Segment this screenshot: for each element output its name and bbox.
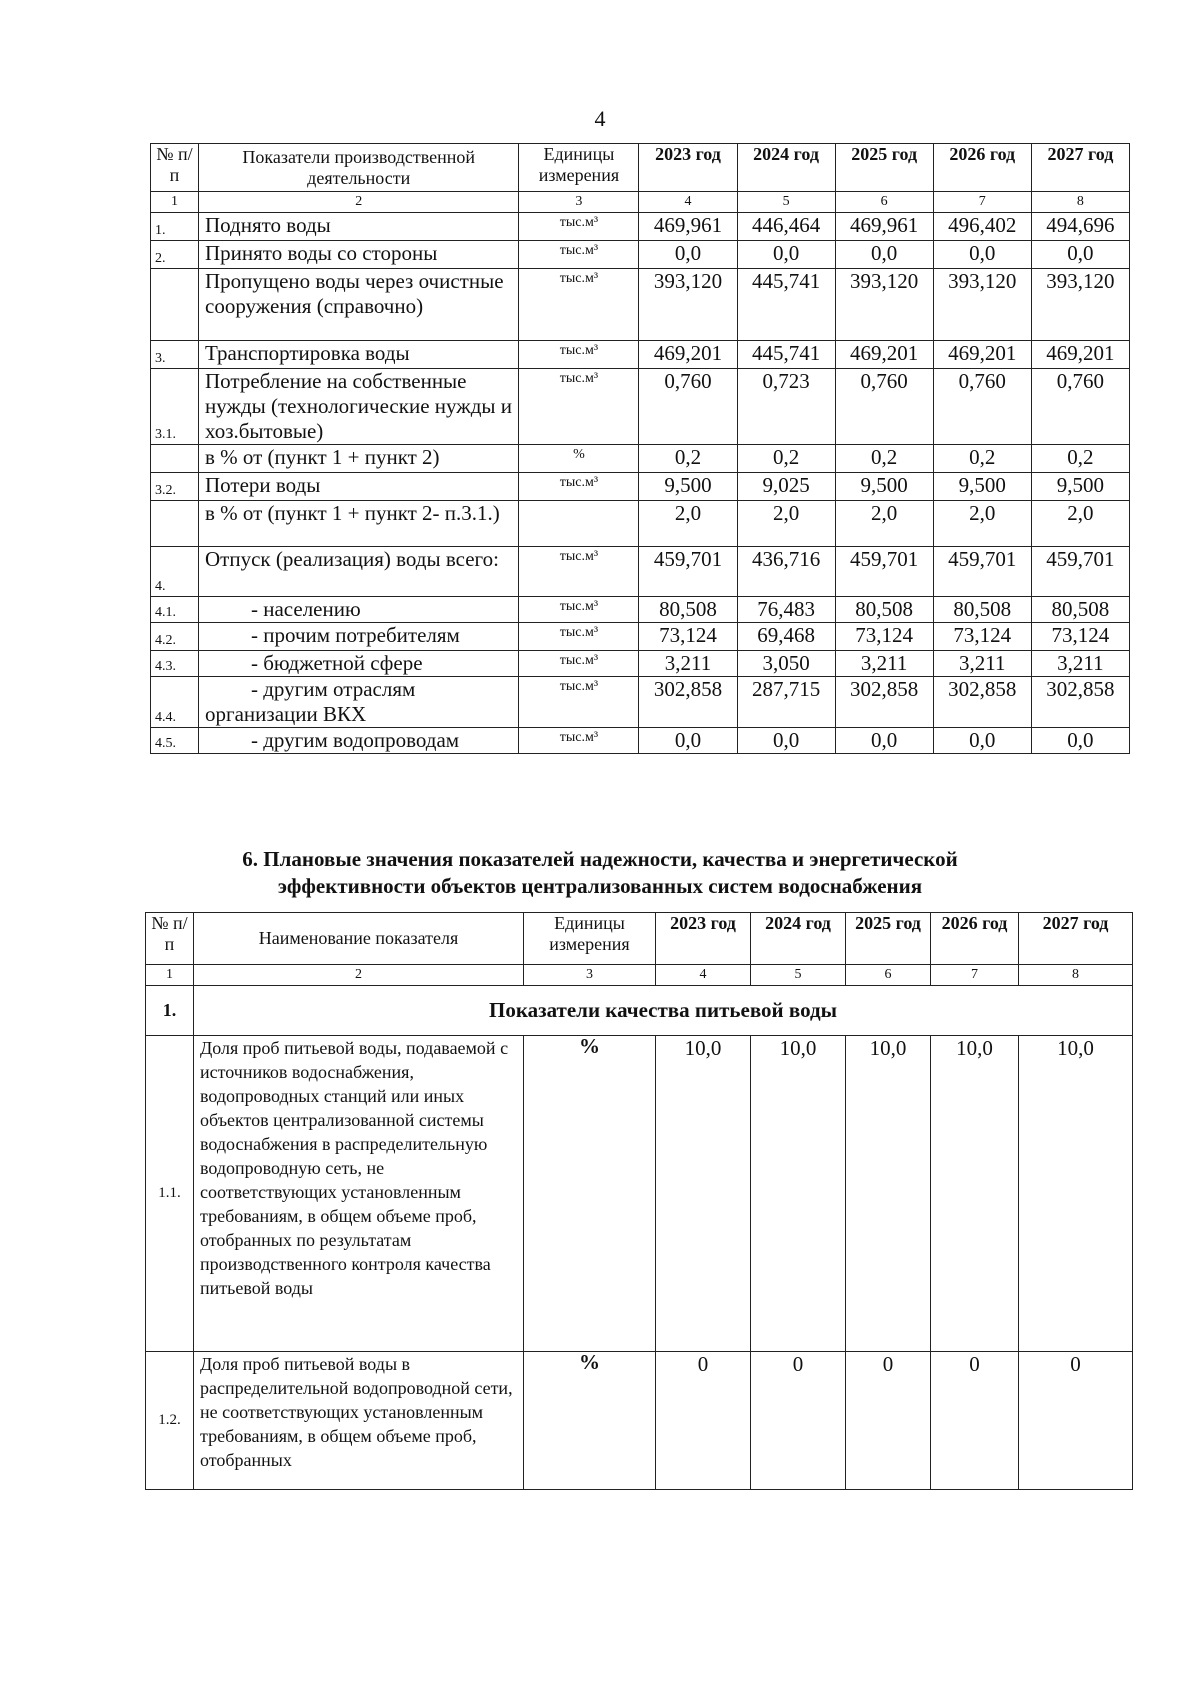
row-number [151,501,199,547]
column-number: 2 [194,965,524,986]
row-value: 469,961 [835,213,933,241]
row-value: 73,124 [835,623,933,651]
row-number [151,269,199,341]
row-value: 73,124 [1031,623,1129,651]
row-unit [519,501,639,547]
row-value: 0 [656,1352,751,1490]
header-indicator: Показатели производственной деятельности [199,144,519,192]
row-number: 1.1. [146,1036,194,1352]
row-unit: тыс.м³ [519,677,639,728]
table-row [146,1352,1133,1490]
row-value: 393,120 [1031,269,1129,341]
row-number: 3. [151,341,199,369]
table-row [146,1036,1133,1352]
row-value: 0,760 [933,369,1031,445]
table-row [151,341,1130,369]
row-value: 9,500 [639,473,737,501]
column-number: 4 [656,965,751,986]
row-value: 302,858 [1031,677,1129,728]
column-number: 2 [199,192,519,213]
row-value: 445,741 [737,269,835,341]
column-number: 5 [737,192,835,213]
row-indicator: Поднято воды [199,213,519,241]
row-indicator: - другим водопроводам [199,728,519,754]
row-unit: тыс.м³ [519,269,639,341]
row-indicator: Пропущено воды через очистные сооружения (справочно) [199,269,519,341]
column-number: 8 [1019,965,1133,986]
row-value: 3,211 [639,651,737,677]
row-value: 3,050 [737,651,835,677]
row-indicator: - другим отраслям организации ВКХ [199,677,519,728]
row-number: 4.5. [151,728,199,754]
row-value: 9,500 [933,473,1031,501]
row-unit: тыс.м³ [519,341,639,369]
row-value: 302,858 [933,677,1031,728]
column-number: 3 [524,965,656,986]
row-value: 0,0 [737,728,835,754]
table-row [151,213,1130,241]
row-value: 0,2 [933,445,1031,473]
table-row [151,623,1130,651]
row-value: 69,468 [737,623,835,651]
row-value: 494,696 [1031,213,1129,241]
section-6-title-line2: эффективности объектов централизованных систем водоснабжения [277,874,923,898]
production-indicators-table [150,143,1130,754]
row-value: 80,508 [835,597,933,623]
header-year: 2024 год [737,144,835,192]
row-value: 459,701 [639,547,737,597]
table-row [151,728,1130,754]
column-number-row [151,192,1130,213]
row-value: 0,0 [1031,241,1129,269]
row-indicator: - бюджетной сфере [199,651,519,677]
row-value: 302,858 [639,677,737,728]
row-number: 3.2. [151,473,199,501]
column-number: 3 [519,192,639,213]
header-no: № п/п [146,913,194,965]
row-value: 0 [1019,1352,1133,1490]
row-unit: тыс.м³ [519,213,639,241]
section-name: Показатели качества питьевой воды [194,986,1133,1036]
row-value: 459,701 [933,547,1031,597]
section-6-title [0,846,1200,900]
row-indicator: Доля проб питьевой воды в распределительной водопроводной сети, не соответствующих установленным требованиям, в общем объеме проб, отобранных [194,1352,524,1490]
column-number: 8 [1031,192,1129,213]
row-value: 0,0 [639,241,737,269]
row-number: 4.2. [151,623,199,651]
row-value: 2,0 [639,501,737,547]
header-year: 2026 год [931,913,1019,965]
row-unit: тыс.м³ [519,623,639,651]
table-row [151,445,1130,473]
row-number: 4.3. [151,651,199,677]
row-indicator: - прочим потребителям [199,623,519,651]
header-year: 2025 год [835,144,933,192]
row-indicator: Потребление на собственные нужды (технологические нужды и хоз.бытовые) [199,369,519,445]
row-value: 80,508 [933,597,1031,623]
row-value: 9,500 [835,473,933,501]
row-indicator: Доля проб питьевой воды, подаваемой с источников водоснабжения, водопроводных станций или иных объектов централизованной системы водоснабжения в распределительную водопроводную сеть, не соответствующих установленным требованиям, в общем объеме проб, отобранных по результатам производственного контроля качества питьевой воды [194,1036,524,1352]
row-value: 446,464 [737,213,835,241]
header-year: 2027 год [1031,144,1129,192]
row-value: 0,723 [737,369,835,445]
header-row [151,144,1130,192]
table-row [151,241,1130,269]
row-value: 459,701 [835,547,933,597]
row-number: 2. [151,241,199,269]
row-indicator: в % от (пункт 1 + пункт 2) [199,445,519,473]
header-unit: Единицы измерения [524,913,656,965]
row-number [151,445,199,473]
row-unit: % [524,1352,656,1490]
row-value: 0,760 [1031,369,1129,445]
row-value: 0,2 [1031,445,1129,473]
header-unit: Единицы измерения [519,144,639,192]
row-indicator: Принято воды со стороны [199,241,519,269]
row-number: 3.1. [151,369,199,445]
row-value: 393,120 [835,269,933,341]
row-value: 73,124 [639,623,737,651]
header-year: 2023 год [656,913,751,965]
row-value: 469,201 [933,341,1031,369]
table-row [151,473,1130,501]
row-value: 3,211 [933,651,1031,677]
row-unit: % [519,445,639,473]
column-number: 1 [151,192,199,213]
row-value: 287,715 [737,677,835,728]
row-value: 3,211 [835,651,933,677]
row-value: 0,0 [933,241,1031,269]
row-value: 10,0 [931,1036,1019,1352]
row-value: 436,716 [737,547,835,597]
row-indicator: - населению [199,597,519,623]
row-value: 496,402 [933,213,1031,241]
header-year: 2024 год [751,913,846,965]
row-value: 80,508 [1031,597,1129,623]
row-number: 4. [151,547,199,597]
row-value: 9,500 [1031,473,1129,501]
row-unit: тыс.м³ [519,597,639,623]
row-unit: тыс.м³ [519,728,639,754]
row-value: 0,0 [737,241,835,269]
column-number: 1 [146,965,194,986]
row-value: 469,201 [1031,341,1129,369]
column-number: 5 [751,965,846,986]
row-unit: тыс.м³ [519,369,639,445]
table-row [151,501,1130,547]
row-value: 0,760 [639,369,737,445]
row-value: 469,201 [639,341,737,369]
row-value: 73,124 [933,623,1031,651]
row-value: 459,701 [1031,547,1129,597]
row-value: 0,0 [1031,728,1129,754]
column-number: 6 [835,192,933,213]
column-number: 7 [931,965,1019,986]
row-indicator: в % от (пункт 1 + пункт 2- п.3.1.) [199,501,519,547]
row-unit: тыс.м³ [519,651,639,677]
row-value: 0,2 [737,445,835,473]
column-number: 4 [639,192,737,213]
row-value: 2,0 [1031,501,1129,547]
table-row [151,651,1130,677]
row-value: 10,0 [656,1036,751,1352]
row-value: 0,0 [639,728,737,754]
section-6-title-line1: 6. Плановые значения показателей надежности, качества и энергетической [242,847,958,871]
row-value: 2,0 [737,501,835,547]
row-value: 0 [846,1352,931,1490]
row-value: 469,201 [835,341,933,369]
header-indicator: Наименование показателя [194,913,524,965]
column-number-row [146,965,1133,986]
column-number: 7 [933,192,1031,213]
row-value: 2,0 [933,501,1031,547]
row-unit: тыс.м³ [519,241,639,269]
row-value: 445,741 [737,341,835,369]
section-row [146,986,1133,1036]
row-unit: % [524,1036,656,1352]
row-number: 4.1. [151,597,199,623]
row-value: 3,211 [1031,651,1129,677]
quality-indicators-table [145,912,1133,1490]
header-year: 2023 год [639,144,737,192]
row-indicator: Потери воды [199,473,519,501]
row-value: 0,760 [835,369,933,445]
header-row [146,913,1133,965]
header-year: 2027 год [1019,913,1133,965]
row-value: 0 [751,1352,846,1490]
row-value: 469,961 [639,213,737,241]
row-number: 1.2. [146,1352,194,1490]
table-row [151,269,1130,341]
row-value: 0,0 [933,728,1031,754]
row-value: 10,0 [846,1036,931,1352]
header-year: 2025 год [846,913,931,965]
row-value: 80,508 [639,597,737,623]
row-unit: тыс.м³ [519,547,639,597]
row-value: 393,120 [933,269,1031,341]
row-value: 10,0 [1019,1036,1133,1352]
table-row [151,677,1130,728]
table-row [151,369,1130,445]
row-unit: тыс.м³ [519,473,639,501]
section-number: 1. [146,986,194,1036]
table-row [151,547,1130,597]
column-number: 6 [846,965,931,986]
table-row [151,597,1130,623]
page-number: 4 [594,106,606,131]
row-value: 0,0 [835,241,933,269]
row-value: 393,120 [639,269,737,341]
row-value: 9,025 [737,473,835,501]
header-no: № п/п [151,144,199,192]
row-value: 10,0 [751,1036,846,1352]
header-year: 2026 год [933,144,1031,192]
row-value: 0 [931,1352,1019,1490]
row-indicator: Отпуск (реализация) воды всего: [199,547,519,597]
row-value: 76,483 [737,597,835,623]
row-number: 4.4. [151,677,199,728]
row-value: 0,0 [835,728,933,754]
row-value: 302,858 [835,677,933,728]
row-value: 2,0 [835,501,933,547]
row-indicator: Транспортировка воды [199,341,519,369]
row-value: 0,2 [639,445,737,473]
row-number: 1. [151,213,199,241]
row-value: 0,2 [835,445,933,473]
